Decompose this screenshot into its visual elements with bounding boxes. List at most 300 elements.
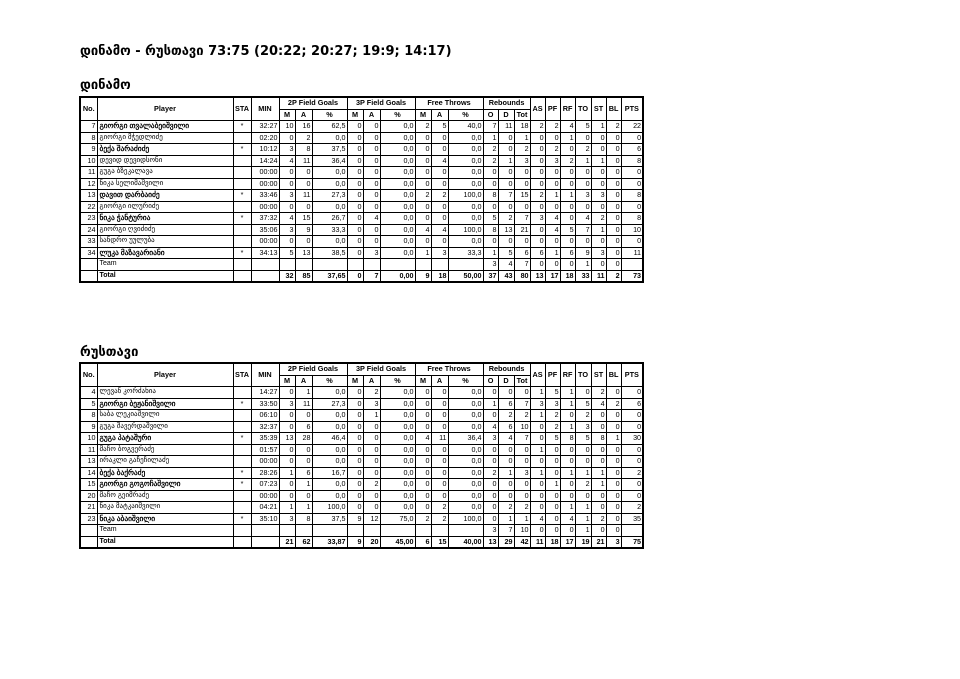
stat-d: 0 (498, 236, 514, 248)
stat-pts: 6 (621, 398, 643, 410)
stat-p3m: 0 (347, 190, 363, 202)
player-number: 10 (80, 433, 97, 445)
stat-p3a: 0 (363, 132, 380, 144)
stat-st: 0 (591, 259, 606, 271)
empty-cell (621, 259, 643, 271)
empty-cell (312, 259, 347, 271)
stat-to: 2 (575, 410, 591, 422)
stat-as: 0 (530, 132, 545, 144)
column-subheader: % (448, 375, 483, 387)
stat-tot: 2 (514, 410, 530, 422)
player-name: ნიკა აბაიშვილი (97, 513, 233, 525)
stat-st: 0 (591, 201, 606, 213)
column-header: AS (530, 97, 545, 121)
stat-ftp: 0,0 (448, 155, 483, 167)
player-number: 15 (80, 479, 97, 491)
column-header: ST (591, 97, 606, 121)
stat-d: 1 (498, 513, 514, 525)
starter-mark: * (233, 467, 251, 479)
stat-p2p: 0,0 (312, 410, 347, 422)
stat-fta: 0 (431, 490, 448, 502)
player-row (80, 444, 643, 456)
player-name: ლუკა მაზავარიანი (97, 247, 233, 259)
total-fta: 18 (431, 270, 448, 282)
empty-cell (347, 259, 363, 271)
stat-tot: 0 (514, 490, 530, 502)
column-subheader: A (431, 109, 448, 121)
minutes: 00:00 (251, 201, 279, 213)
minutes: 32:37 (251, 421, 279, 433)
stat-to: 0 (575, 387, 591, 399)
stat-st: 0 (591, 421, 606, 433)
stat-pf: 0 (545, 502, 560, 514)
stat-to: 0 (575, 236, 591, 248)
stat-tot: 0 (514, 178, 530, 190)
stat-d: 0 (498, 201, 514, 213)
stat-bl: 0 (606, 259, 621, 271)
player-row (80, 201, 643, 213)
stat-rf: 0 (560, 167, 575, 179)
stat-as: 3 (530, 213, 545, 225)
starter-mark: * (233, 479, 251, 491)
stat-d: 2 (498, 502, 514, 514)
stat-p3m: 0 (347, 144, 363, 156)
stat-p2a: 1 (295, 502, 312, 514)
stat-bl: 0 (606, 224, 621, 236)
total-p2a: 85 (295, 270, 312, 282)
starter-mark (233, 132, 251, 144)
stat-bl: 0 (606, 132, 621, 144)
player-row (80, 247, 643, 259)
empty-cell (233, 525, 251, 537)
stat-pf: 5 (545, 387, 560, 399)
stat-p3m: 0 (347, 456, 363, 468)
column-header: 2P Field Goals (279, 363, 347, 375)
empty-cell (80, 259, 97, 271)
stat-rf: 4 (560, 121, 575, 133)
total-tot: 80 (514, 270, 530, 282)
stat-p3a: 3 (363, 247, 380, 259)
player-row (80, 213, 643, 225)
stat-tot: 0 (514, 444, 530, 456)
stat-d: 7 (498, 525, 514, 537)
stat-p2m: 3 (279, 513, 295, 525)
stat-p3a: 0 (363, 224, 380, 236)
stat-rf: 0 (560, 213, 575, 225)
stat-p3m: 0 (347, 132, 363, 144)
player-number: 5 (80, 398, 97, 410)
stat-fta: 3 (431, 247, 448, 259)
total-p2m: 21 (279, 536, 295, 548)
player-number: 12 (80, 178, 97, 190)
stat-p2p: 0,0 (312, 178, 347, 190)
player-row (80, 467, 643, 479)
stat-d: 2 (498, 410, 514, 422)
stat-bl: 0 (606, 167, 621, 179)
stat-pts: 10 (621, 224, 643, 236)
stat-p2p: 0,0 (312, 490, 347, 502)
player-number: 8 (80, 410, 97, 422)
stat-as: 0 (530, 479, 545, 491)
stat-bl: 0 (606, 467, 621, 479)
stat-p2a: 0 (295, 410, 312, 422)
stat-st: 1 (591, 467, 606, 479)
stat-o: 7 (483, 121, 498, 133)
stat-p3m: 0 (347, 167, 363, 179)
stat-p3p: 0,0 (380, 502, 415, 514)
stat-p2p: 27,3 (312, 190, 347, 202)
total-label: Total (97, 270, 233, 282)
stat-bl: 0 (606, 444, 621, 456)
column-header: MIN (251, 97, 279, 121)
empty-cell (448, 259, 483, 271)
player-number: 13 (80, 190, 97, 202)
stat-rf: 8 (560, 433, 575, 445)
player-name: ნიკა მატკაიშვილი (97, 502, 233, 514)
stat-st: 0 (591, 144, 606, 156)
stat-p3p: 0,0 (380, 132, 415, 144)
starter-mark (233, 224, 251, 236)
stat-bl: 0 (606, 525, 621, 537)
stat-p2a: 15 (295, 213, 312, 225)
stat-ftm: 4 (415, 224, 431, 236)
stat-rf: 5 (560, 224, 575, 236)
player-number: 4 (80, 387, 97, 399)
stat-st: 2 (591, 513, 606, 525)
minutes: 10:12 (251, 144, 279, 156)
stat-tot: 6 (514, 247, 530, 259)
empty-cell (431, 525, 448, 537)
stat-o: 3 (483, 525, 498, 537)
stat-pf: 0 (545, 167, 560, 179)
stat-p3m: 0 (347, 421, 363, 433)
stat-fta: 0 (431, 444, 448, 456)
starter-mark (233, 421, 251, 433)
stat-fta: 0 (431, 421, 448, 433)
column-header: Rebounds (483, 363, 530, 375)
stat-to: 0 (575, 132, 591, 144)
stat-tot: 18 (514, 121, 530, 133)
stat-p3a: 0 (363, 444, 380, 456)
stat-p3a: 0 (363, 155, 380, 167)
starter-mark: * (233, 513, 251, 525)
stat-st: 4 (591, 398, 606, 410)
stat-bl: 1 (606, 433, 621, 445)
stat-p3a: 0 (363, 178, 380, 190)
stat-pts: 0 (621, 132, 643, 144)
stat-ftp: 0,0 (448, 387, 483, 399)
stat-st: 0 (591, 444, 606, 456)
stat-p3a: 2 (363, 387, 380, 399)
empty-cell (233, 536, 251, 548)
player-row (80, 456, 643, 468)
column-subheader: O (483, 109, 498, 121)
starter-mark (233, 167, 251, 179)
total-st: 11 (591, 270, 606, 282)
stat-p3m: 0 (347, 178, 363, 190)
column-subheader: A (363, 109, 380, 121)
stat-ftm: 0 (415, 456, 431, 468)
stat-pf: 4 (545, 224, 560, 236)
stat-tot: 10 (514, 525, 530, 537)
stat-rf: 0 (560, 490, 575, 502)
stat-p3m: 0 (347, 502, 363, 514)
empty-cell (279, 259, 295, 271)
total-label: Total (97, 536, 233, 548)
minutes: 32:27 (251, 121, 279, 133)
stat-ftp: 0,0 (448, 502, 483, 514)
column-header: PTS (621, 363, 643, 387)
stat-pts: 0 (621, 444, 643, 456)
stat-d: 0 (498, 490, 514, 502)
stat-bl: 0 (606, 387, 621, 399)
minutes: 14:27 (251, 387, 279, 399)
stat-p3a: 0 (363, 236, 380, 248)
player-name: გიორგი გოგოჩაშვილი (97, 479, 233, 491)
stat-rf: 0 (560, 144, 575, 156)
stat-st: 0 (591, 132, 606, 144)
team-row (80, 525, 643, 537)
stat-to: 0 (575, 444, 591, 456)
starter-mark: * (233, 213, 251, 225)
stat-st: 0 (591, 490, 606, 502)
starter-mark (233, 236, 251, 248)
stat-p3m: 9 (347, 513, 363, 525)
stat-as: 0 (530, 224, 545, 236)
empty-cell (363, 525, 380, 537)
empty-cell (295, 259, 312, 271)
stat-to: 0 (575, 167, 591, 179)
stat-to: 5 (575, 433, 591, 445)
stat-ftp: 40,0 (448, 121, 483, 133)
player-name: გუგა ბზეკალავა (97, 167, 233, 179)
stat-p2p: 0,0 (312, 456, 347, 468)
column-header: TO (575, 363, 591, 387)
stat-o: 5 (483, 213, 498, 225)
column-header: Player (97, 97, 233, 121)
stat-p3m: 0 (347, 444, 363, 456)
stat-ftm: 0 (415, 155, 431, 167)
stat-pts: 35 (621, 513, 643, 525)
stat-o: 0 (483, 387, 498, 399)
stat-ftm: 0 (415, 132, 431, 144)
stat-p3p: 75,0 (380, 513, 415, 525)
total-pts: 73 (621, 270, 643, 282)
stat-tot: 3 (514, 467, 530, 479)
minutes: 00:00 (251, 490, 279, 502)
stat-st: 2 (591, 387, 606, 399)
stat-fta: 2 (431, 513, 448, 525)
stat-pf: 0 (545, 456, 560, 468)
stat-p3m: 0 (347, 467, 363, 479)
team-row (80, 259, 643, 271)
stat-p3a: 0 (363, 456, 380, 468)
empty-cell (380, 525, 415, 537)
stat-p3m: 0 (347, 433, 363, 445)
stat-p2p: 37,5 (312, 513, 347, 525)
player-row (80, 155, 643, 167)
stat-rf: 0 (560, 525, 575, 537)
minutes: 00:00 (251, 456, 279, 468)
stat-d: 5 (498, 247, 514, 259)
total-pts: 75 (621, 536, 643, 548)
stat-p2m: 0 (279, 456, 295, 468)
stat-o: 0 (483, 513, 498, 525)
stat-fta: 4 (431, 155, 448, 167)
stat-o: 0 (483, 444, 498, 456)
player-name: გიორგი ღვიძიძე (97, 224, 233, 236)
stat-p2a: 9 (295, 224, 312, 236)
stat-p3m: 0 (347, 479, 363, 491)
stat-to: 2 (575, 144, 591, 156)
stat-p2m: 3 (279, 190, 295, 202)
player-row (80, 433, 643, 445)
stat-p3p: 0,0 (380, 398, 415, 410)
stat-tot: 0 (514, 456, 530, 468)
stat-d: 6 (498, 421, 514, 433)
starter-mark (233, 387, 251, 399)
player-number: 7 (80, 121, 97, 133)
minutes: 14:24 (251, 155, 279, 167)
stat-fta: 2 (431, 190, 448, 202)
stat-p3p: 0,0 (380, 167, 415, 179)
stat-ftp: 0,0 (448, 398, 483, 410)
stat-o: 2 (483, 467, 498, 479)
column-header: Player (97, 363, 233, 387)
player-row (80, 224, 643, 236)
stat-to: 1 (575, 259, 591, 271)
stat-p3m: 0 (347, 121, 363, 133)
column-header: STA (233, 363, 251, 387)
column-subheader: O (483, 375, 498, 387)
column-header: PF (545, 97, 560, 121)
column-header: RF (560, 97, 575, 121)
stat-p2m: 10 (279, 121, 295, 133)
player-name: დავით დარბაიძე (97, 190, 233, 202)
stat-o: 2 (483, 155, 498, 167)
stat-st: 8 (591, 433, 606, 445)
stat-p3p: 0,0 (380, 224, 415, 236)
total-ftm: 9 (415, 270, 431, 282)
player-row (80, 502, 643, 514)
stat-as: 0 (530, 421, 545, 433)
stat-rf: 2 (560, 155, 575, 167)
stat-p2p: 0,0 (312, 201, 347, 213)
stat-p2a: 0 (295, 456, 312, 468)
stat-p2m: 0 (279, 444, 295, 456)
stat-p2a: 2 (295, 132, 312, 144)
stat-pf: 0 (545, 236, 560, 248)
total-to: 33 (575, 270, 591, 282)
column-header: BL (606, 97, 621, 121)
total-rf: 18 (560, 270, 575, 282)
stat-as: 0 (530, 502, 545, 514)
stat-d: 1 (498, 467, 514, 479)
stat-tot: 0 (514, 167, 530, 179)
stat-p3a: 0 (363, 167, 380, 179)
player-name: საბა ლეკიაშვილი (97, 410, 233, 422)
stat-fta: 4 (431, 224, 448, 236)
stat-to: 1 (575, 502, 591, 514)
stat-fta: 0 (431, 144, 448, 156)
stat-pts: 2 (621, 502, 643, 514)
starter-mark: * (233, 121, 251, 133)
stat-pts: 8 (621, 213, 643, 225)
total-p3p: 0,00 (380, 270, 415, 282)
stat-as: 3 (530, 398, 545, 410)
stat-pts: 0 (621, 421, 643, 433)
empty-cell (233, 259, 251, 271)
stat-o: 0 (483, 410, 498, 422)
stat-p3p: 0,0 (380, 479, 415, 491)
stat-ftp: 33,3 (448, 247, 483, 259)
stat-ftm: 2 (415, 121, 431, 133)
stat-ftm: 0 (415, 502, 431, 514)
stat-bl: 0 (606, 502, 621, 514)
stat-tot: 7 (514, 259, 530, 271)
minutes: 06:10 (251, 410, 279, 422)
player-row (80, 398, 643, 410)
stat-ftp: 0,0 (448, 178, 483, 190)
empty-cell (80, 270, 97, 282)
stat-ftm: 0 (415, 421, 431, 433)
stat-ftp: 0,0 (448, 456, 483, 468)
stat-as: 1 (530, 444, 545, 456)
player-row (80, 410, 643, 422)
player-name: ირაკლი გაჩეჩილაძე (97, 456, 233, 468)
stat-fta: 5 (431, 121, 448, 133)
stat-p2m: 0 (279, 236, 295, 248)
stat-ftp: 0,0 (448, 132, 483, 144)
stat-st: 1 (591, 479, 606, 491)
stat-rf: 0 (560, 479, 575, 491)
column-header: 3P Field Goals (347, 363, 415, 375)
stat-pf: 2 (545, 144, 560, 156)
stat-as: 6 (530, 247, 545, 259)
minutes: 00:00 (251, 236, 279, 248)
stat-p2a: 0 (295, 490, 312, 502)
stat-p3m: 0 (347, 224, 363, 236)
stat-pts: 2 (621, 467, 643, 479)
column-subheader: A (363, 375, 380, 387)
stat-fta: 2 (431, 502, 448, 514)
total-p2a: 62 (295, 536, 312, 548)
stat-o: 8 (483, 190, 498, 202)
total-fta: 15 (431, 536, 448, 548)
stat-pf: 0 (545, 525, 560, 537)
stat-tot: 7 (514, 213, 530, 225)
stat-ftp: 100,0 (448, 190, 483, 202)
stat-p3p: 0,0 (380, 247, 415, 259)
stat-p3a: 0 (363, 190, 380, 202)
home-stats-table (79, 96, 644, 283)
total-p3m: 9 (347, 536, 363, 548)
stat-p2m: 0 (279, 479, 295, 491)
stat-fta: 0 (431, 467, 448, 479)
stat-pf: 0 (545, 513, 560, 525)
minutes: 37:32 (251, 213, 279, 225)
stat-pf: 2 (545, 410, 560, 422)
stat-fta: 0 (431, 456, 448, 468)
stat-p2m: 0 (279, 201, 295, 213)
total-as: 13 (530, 270, 545, 282)
stat-ftp: 0,0 (448, 490, 483, 502)
stat-p2a: 0 (295, 167, 312, 179)
stat-tot: 1 (514, 132, 530, 144)
stat-rf: 0 (560, 201, 575, 213)
stat-p2p: 36,4 (312, 155, 347, 167)
stat-to: 9 (575, 247, 591, 259)
